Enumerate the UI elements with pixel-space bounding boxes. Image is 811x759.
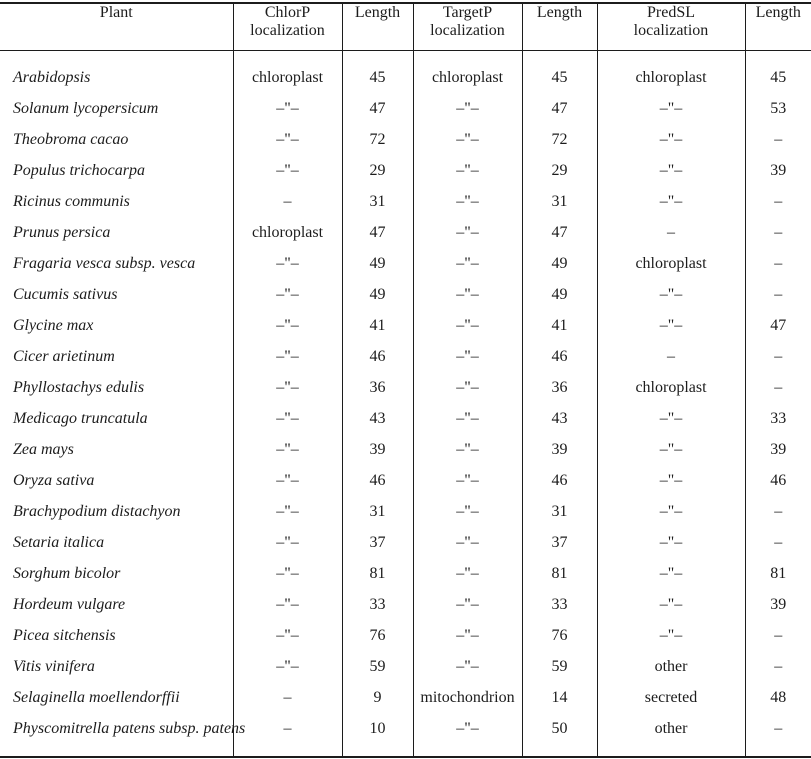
value-cell: 37 bbox=[522, 528, 597, 559]
value-cell: –"– bbox=[233, 621, 342, 652]
value-cell: 14 bbox=[522, 683, 597, 714]
col-header-chlorp-localization bbox=[233, 3, 342, 50]
table-row bbox=[0, 342, 811, 373]
value-cell: chloroplast bbox=[233, 218, 342, 249]
plant-name-cell: Oryza sativa bbox=[13, 471, 95, 489]
col-header-predsl-length bbox=[745, 3, 811, 50]
value-cell: 47 bbox=[745, 311, 811, 342]
value-cell: –"– bbox=[233, 652, 342, 683]
value-cell: –"– bbox=[233, 590, 342, 621]
value-cell: 46 bbox=[342, 342, 413, 373]
value-cell: 31 bbox=[522, 187, 597, 218]
value-cell: 39 bbox=[522, 435, 597, 466]
value-cell: secreted bbox=[597, 683, 745, 714]
value-cell: –"– bbox=[413, 187, 522, 218]
table-row bbox=[0, 94, 811, 125]
value-cell: 50 bbox=[522, 714, 597, 757]
value-cell: 81 bbox=[522, 559, 597, 590]
value-cell: 33 bbox=[745, 404, 811, 435]
plant-name-cell: Fragaria vesca subsp. vesca bbox=[13, 254, 196, 272]
plant-name-cell: Glycine max bbox=[13, 316, 94, 334]
plant-name-cell: Selaginella moellendorffii bbox=[13, 688, 180, 706]
value-cell: 29 bbox=[522, 156, 597, 187]
value-cell: – bbox=[745, 528, 811, 559]
value-cell: –"– bbox=[597, 590, 745, 621]
value-cell: –"– bbox=[233, 497, 342, 528]
value-cell: –"– bbox=[597, 311, 745, 342]
value-cell: –"– bbox=[233, 311, 342, 342]
plant-name-cell: Arabidopsis bbox=[13, 68, 91, 86]
value-cell: –"– bbox=[233, 156, 342, 187]
plant-name-cell: Hordeum vulgare bbox=[13, 595, 126, 613]
value-cell: –"– bbox=[233, 342, 342, 373]
value-cell: –"– bbox=[413, 156, 522, 187]
value-cell: 36 bbox=[522, 373, 597, 404]
value-cell: –"– bbox=[233, 559, 342, 590]
localization-table bbox=[0, 2, 811, 758]
value-cell: –"– bbox=[413, 342, 522, 373]
value-cell: 29 bbox=[342, 156, 413, 187]
value-cell: –"– bbox=[597, 528, 745, 559]
col-header-label-line2: localization bbox=[430, 22, 505, 40]
value-cell: – bbox=[745, 249, 811, 280]
plant-name-cell: Picea sitchensis bbox=[13, 626, 116, 644]
value-cell: 48 bbox=[745, 683, 811, 714]
value-cell: –"– bbox=[597, 621, 745, 652]
table-row bbox=[0, 559, 811, 590]
table-body bbox=[0, 50, 811, 757]
table-row bbox=[0, 683, 811, 714]
plant-name-cell: Solanum lycopersicum bbox=[13, 99, 159, 117]
value-cell: 47 bbox=[522, 218, 597, 249]
table-row bbox=[0, 156, 811, 187]
value-cell: 39 bbox=[342, 435, 413, 466]
value-cell: – bbox=[233, 714, 342, 757]
table-row bbox=[0, 404, 811, 435]
col-header-label-line2: localization bbox=[633, 22, 709, 40]
value-cell: 41 bbox=[522, 311, 597, 342]
table-row bbox=[0, 311, 811, 342]
value-cell: 41 bbox=[342, 311, 413, 342]
value-cell: 47 bbox=[342, 94, 413, 125]
value-cell: –"– bbox=[413, 559, 522, 590]
value-cell: –"– bbox=[597, 187, 745, 218]
value-cell: 76 bbox=[342, 621, 413, 652]
plant-name-cell: Vitis vinifera bbox=[13, 657, 95, 675]
col-header-label: TargetP bbox=[442, 4, 493, 21]
value-cell: – bbox=[745, 187, 811, 218]
value-cell: 59 bbox=[342, 652, 413, 683]
table-row bbox=[0, 528, 811, 559]
value-cell: –"– bbox=[597, 404, 745, 435]
table-row bbox=[0, 714, 811, 757]
value-cell: –"– bbox=[413, 125, 522, 156]
value-cell: –"– bbox=[413, 311, 522, 342]
value-cell: –"– bbox=[413, 590, 522, 621]
plant-name-cell: Physcomitrella patens subsp. patens bbox=[13, 719, 246, 737]
value-cell: 9 bbox=[342, 683, 413, 714]
value-cell: chloroplast bbox=[597, 373, 745, 404]
table-row bbox=[0, 280, 811, 311]
value-cell: 49 bbox=[342, 280, 413, 311]
value-cell: 10 bbox=[342, 714, 413, 757]
col-header-label: Length bbox=[354, 4, 401, 21]
value-cell: 45 bbox=[745, 50, 811, 94]
value-cell: chloroplast bbox=[597, 50, 745, 94]
value-cell: – bbox=[745, 652, 811, 683]
value-cell: – bbox=[745, 621, 811, 652]
value-cell: 31 bbox=[342, 187, 413, 218]
value-cell: –"– bbox=[233, 528, 342, 559]
value-cell: 39 bbox=[745, 156, 811, 187]
table-row bbox=[0, 497, 811, 528]
value-cell: –"– bbox=[233, 404, 342, 435]
value-cell: – bbox=[745, 125, 811, 156]
col-header-label: PredSL bbox=[647, 4, 695, 21]
table-row bbox=[0, 187, 811, 218]
table-row bbox=[0, 652, 811, 683]
value-cell: 36 bbox=[342, 373, 413, 404]
table-row bbox=[0, 373, 811, 404]
value-cell: 46 bbox=[342, 466, 413, 497]
value-cell: 33 bbox=[342, 590, 413, 621]
table-row bbox=[0, 218, 811, 249]
value-cell: –"– bbox=[413, 497, 522, 528]
value-cell: 49 bbox=[522, 249, 597, 280]
value-cell: – bbox=[745, 342, 811, 373]
value-cell: 53 bbox=[745, 94, 811, 125]
value-cell: – bbox=[233, 187, 342, 218]
header-row bbox=[0, 3, 811, 50]
value-cell: 72 bbox=[342, 125, 413, 156]
value-cell: –"– bbox=[413, 652, 522, 683]
col-header-targetp-localization bbox=[413, 3, 522, 50]
value-cell: 33 bbox=[522, 590, 597, 621]
table-row bbox=[0, 466, 811, 497]
value-cell: 46 bbox=[522, 466, 597, 497]
plant-name-cell: Sorghum bicolor bbox=[13, 564, 121, 582]
plant-name-cell: Prunus persica bbox=[13, 223, 111, 241]
value-cell: –"– bbox=[233, 249, 342, 280]
value-cell: –"– bbox=[597, 156, 745, 187]
value-cell: 46 bbox=[522, 342, 597, 373]
value-cell: –"– bbox=[233, 94, 342, 125]
value-cell: – bbox=[745, 218, 811, 249]
value-cell: chloroplast bbox=[413, 50, 522, 94]
value-cell: – bbox=[233, 683, 342, 714]
plant-name-cell: Zea mays bbox=[13, 440, 74, 458]
plant-name-cell: Setaria italica bbox=[13, 533, 105, 551]
value-cell: –"– bbox=[413, 404, 522, 435]
table-row bbox=[0, 590, 811, 621]
value-cell: –"– bbox=[413, 435, 522, 466]
value-cell: 39 bbox=[745, 435, 811, 466]
value-cell: 31 bbox=[522, 497, 597, 528]
value-cell: 72 bbox=[522, 125, 597, 156]
value-cell: – bbox=[745, 373, 811, 404]
value-cell: 31 bbox=[342, 497, 413, 528]
value-cell: –"– bbox=[597, 466, 745, 497]
col-header-chlorp-length bbox=[342, 3, 413, 50]
value-cell: 43 bbox=[342, 404, 413, 435]
value-cell: chloroplast bbox=[597, 249, 745, 280]
table-row bbox=[0, 435, 811, 466]
col-header-label-line2: localization bbox=[250, 22, 325, 40]
plant-name-cell: Brachypodium distachyon bbox=[13, 502, 181, 520]
table-row bbox=[0, 249, 811, 280]
value-cell: –"– bbox=[597, 94, 745, 125]
value-cell: –"– bbox=[233, 373, 342, 404]
table-row bbox=[0, 125, 811, 156]
value-cell: –"– bbox=[597, 435, 745, 466]
value-cell: 81 bbox=[745, 559, 811, 590]
value-cell: 59 bbox=[522, 652, 597, 683]
value-cell: – bbox=[745, 714, 811, 757]
value-cell: chloroplast bbox=[233, 50, 342, 94]
table-row bbox=[0, 50, 811, 94]
value-cell: –"– bbox=[413, 466, 522, 497]
value-cell: 46 bbox=[745, 466, 811, 497]
value-cell: –"– bbox=[413, 621, 522, 652]
value-cell: 47 bbox=[342, 218, 413, 249]
plant-name-cell: Cucumis sativus bbox=[13, 285, 118, 303]
value-cell: 39 bbox=[745, 590, 811, 621]
col-header-label: Length bbox=[755, 4, 801, 21]
col-header-label: Plant bbox=[99, 4, 133, 21]
value-cell: – bbox=[597, 218, 745, 249]
value-cell: –"– bbox=[413, 94, 522, 125]
col-header-predsl-localization bbox=[597, 3, 745, 50]
value-cell: other bbox=[597, 652, 745, 683]
value-cell: –"– bbox=[413, 280, 522, 311]
value-cell: 49 bbox=[522, 280, 597, 311]
value-cell: 43 bbox=[522, 404, 597, 435]
value-cell: – bbox=[745, 497, 811, 528]
value-cell: –"– bbox=[413, 528, 522, 559]
value-cell: –"– bbox=[413, 714, 522, 757]
value-cell: –"– bbox=[233, 280, 342, 311]
plant-name-cell: Phyllostachys edulis bbox=[13, 378, 145, 396]
value-cell: –"– bbox=[413, 373, 522, 404]
value-cell: 76 bbox=[522, 621, 597, 652]
col-header-label: ChlorP bbox=[264, 4, 311, 21]
value-cell: 49 bbox=[342, 249, 413, 280]
value-cell: –"– bbox=[233, 466, 342, 497]
value-cell: 45 bbox=[342, 50, 413, 94]
table-header bbox=[0, 3, 811, 50]
value-cell: 81 bbox=[342, 559, 413, 590]
value-cell: 37 bbox=[342, 528, 413, 559]
col-header-label: Length bbox=[536, 4, 583, 21]
value-cell: – bbox=[597, 342, 745, 373]
value-cell: –"– bbox=[597, 280, 745, 311]
col-header-targetp-length bbox=[522, 3, 597, 50]
value-cell: other bbox=[597, 714, 745, 757]
value-cell: –"– bbox=[597, 125, 745, 156]
value-cell: 45 bbox=[522, 50, 597, 94]
col-header-plant bbox=[0, 3, 233, 50]
value-cell: 47 bbox=[522, 94, 597, 125]
plant-name-cell: Theobroma cacao bbox=[13, 130, 129, 148]
value-cell: –"– bbox=[413, 218, 522, 249]
plant-name-cell: Medicago truncatula bbox=[13, 409, 148, 427]
value-cell: –"– bbox=[413, 249, 522, 280]
value-cell: –"– bbox=[233, 125, 342, 156]
value-cell: –"– bbox=[597, 497, 745, 528]
value-cell: –"– bbox=[597, 559, 745, 590]
value-cell: –"– bbox=[233, 435, 342, 466]
table-row bbox=[0, 621, 811, 652]
plant-name-cell: Cicer arietinum bbox=[13, 347, 115, 365]
plant-name-cell: Ricinus communis bbox=[13, 192, 130, 210]
plant-name-cell: Populus trichocarpa bbox=[13, 161, 145, 179]
value-cell: – bbox=[745, 280, 811, 311]
value-cell: mitochondrion bbox=[413, 683, 522, 714]
